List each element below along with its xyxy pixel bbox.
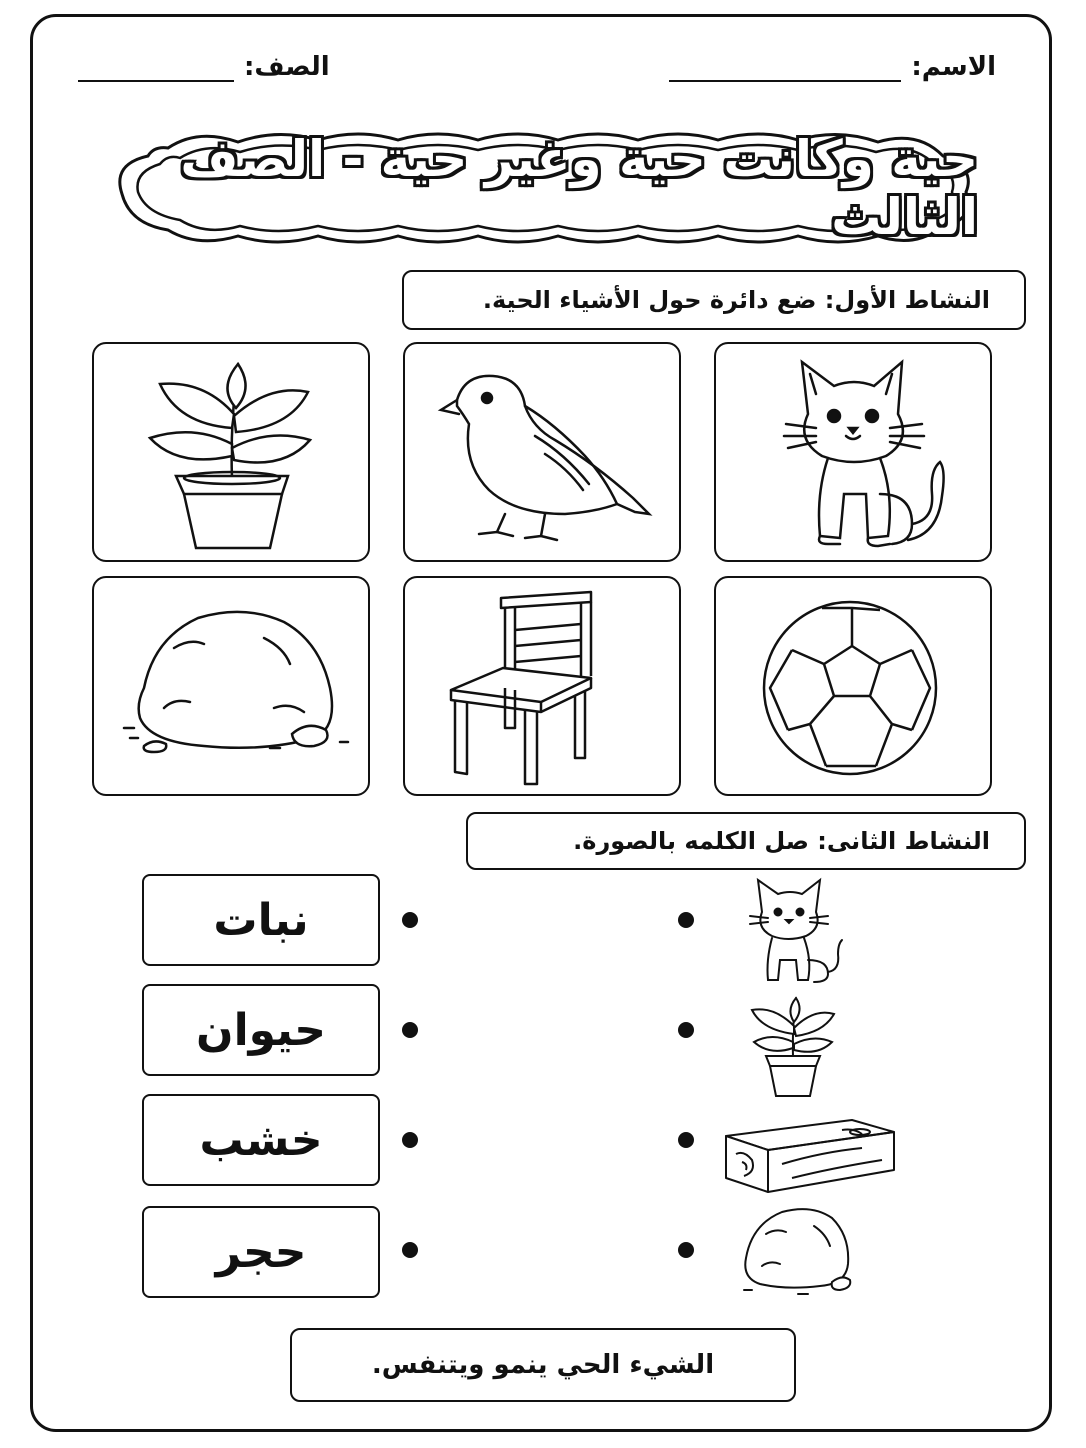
card-cat[interactable] xyxy=(714,342,992,562)
card-chair[interactable] xyxy=(403,576,681,796)
rock-icon xyxy=(94,578,372,798)
word-match-dot[interactable] xyxy=(402,1022,418,1038)
class-blank-line[interactable] xyxy=(78,54,234,82)
cat-icon xyxy=(742,876,852,986)
bird-icon xyxy=(405,344,683,564)
name-blank-line[interactable] xyxy=(669,54,901,82)
footer-note: الشيء الحي ينمو ويتنفس. xyxy=(371,1350,715,1380)
cat-icon xyxy=(716,344,994,564)
card-plant[interactable] xyxy=(92,342,370,562)
chair-icon xyxy=(405,578,683,798)
name-field[interactable] xyxy=(669,52,996,82)
card-ball[interactable] xyxy=(714,576,992,796)
worksheet-title: حية وكانت حية وغير حية - الصف الثالث xyxy=(180,130,978,246)
rock-icon xyxy=(736,1204,854,1300)
word-card-animal[interactable] xyxy=(142,984,380,1076)
activity2-instruction: النشاط الثانى: صل الكلمه بالصورة. xyxy=(573,827,990,855)
class-field[interactable] xyxy=(78,52,330,82)
picture-match-dot[interactable] xyxy=(678,912,694,928)
activity1-instruction-box xyxy=(402,270,1026,330)
name-label: الاسم: xyxy=(911,52,996,82)
word-card-plant[interactable] xyxy=(142,874,380,966)
ball-icon xyxy=(716,578,994,798)
title-banner xyxy=(108,128,978,248)
picture-match-dot[interactable] xyxy=(678,1242,694,1258)
word-match-dot[interactable] xyxy=(402,1242,418,1258)
wood-log-icon xyxy=(722,1104,898,1196)
card-bird[interactable] xyxy=(403,342,681,562)
plant-icon xyxy=(748,990,838,1100)
picture-match-dot[interactable] xyxy=(678,1132,694,1148)
word-label: حيوان xyxy=(196,1004,326,1056)
word-label: خشب xyxy=(199,1114,323,1166)
activity2-instruction-box xyxy=(466,812,1026,870)
word-match-dot[interactable] xyxy=(402,912,418,928)
plant-icon xyxy=(94,344,372,564)
word-match-dot[interactable] xyxy=(402,1132,418,1148)
card-rock[interactable] xyxy=(92,576,370,796)
footer-note-box xyxy=(290,1328,796,1402)
activity1-instruction: النشاط الأول: ضع دائرة حول الأشياء الحية. xyxy=(482,286,990,314)
picture-match-dot[interactable] xyxy=(678,1022,694,1038)
class-label: الصف: xyxy=(244,52,330,82)
word-label: نبات xyxy=(213,894,309,946)
word-card-wood[interactable] xyxy=(142,1094,380,1186)
word-card-stone[interactable] xyxy=(142,1206,380,1298)
word-label: حجر xyxy=(215,1226,307,1278)
